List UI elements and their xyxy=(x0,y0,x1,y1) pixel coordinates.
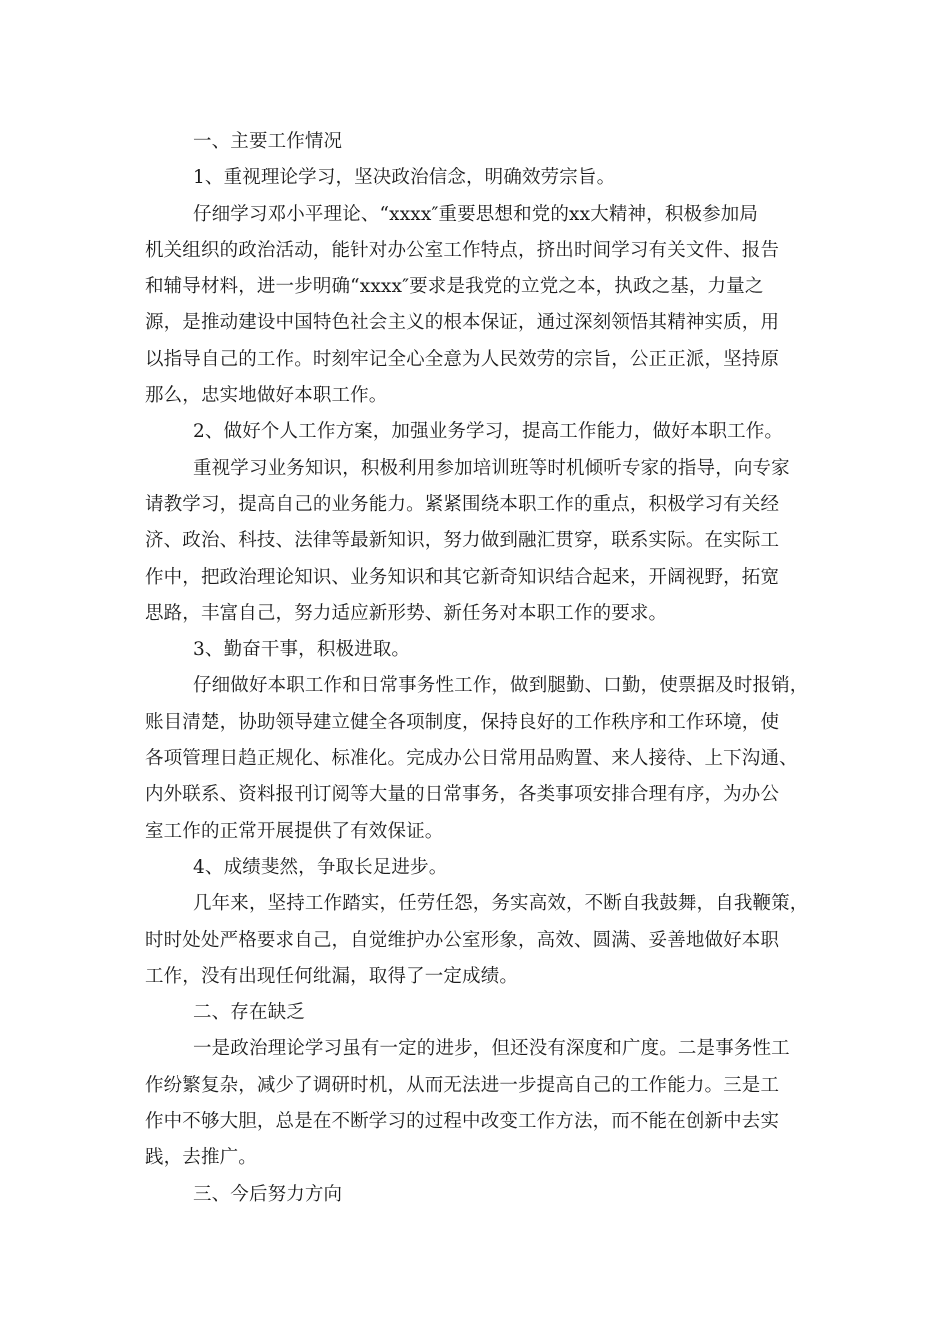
document-body xyxy=(145,124,825,1213)
text-line: 以指导自己的工作。时刻牢记全心全意为人民效劳的宗旨，公正正派，坚持原 xyxy=(145,348,780,370)
text-line: 几年来，坚持工作踏实，任劳任怨，务实高效，不断自我鼓舞，自我鞭策， xyxy=(193,893,809,915)
text-line: 源，是推动建设中国特色社会主义的根本保证，通过深刻领悟其精神实质，用 xyxy=(145,312,780,334)
text-line: 机关组织的政治活动，能针对办公室工作特点，挤出时间学习有关文件、报告 xyxy=(145,239,780,261)
body-paragraph xyxy=(145,451,825,632)
subsection-heading xyxy=(145,160,825,196)
body-paragraph xyxy=(145,668,825,849)
text-line: 一、主要工作情况 xyxy=(193,131,343,152)
text-line: 思路，丰富自己，努力适应新形势、新任务对本职工作的要求。 xyxy=(145,602,668,624)
section-heading xyxy=(145,1177,825,1213)
text-line: 重视学习业务知识，积极利用参加培训班等时机倾听专家的指导，向专家 xyxy=(193,457,790,479)
text-line: 账目清楚，协助领导建立健全各项制度，保持良好的工作秩序和工作环境，使 xyxy=(145,711,780,733)
text-line: 1、重视理论学习，坚决政治信念，明确效劳宗旨。 xyxy=(193,167,616,189)
body-paragraph xyxy=(145,1031,825,1176)
text-line: 济、政治、科技、法律等最新知识，努力做到融汇贯穿，联系实际。在实际工 xyxy=(145,530,780,552)
subsection-heading xyxy=(145,850,825,886)
text-line: 那么，忠实地做好本职工作。 xyxy=(145,385,388,407)
text-line: 2、做好个人工作方案，加强业务学习，提高工作能力，做好本职工作。 xyxy=(193,421,784,443)
text-line: 三、今后努力方向 xyxy=(193,1183,343,1205)
text-line: 仔细学习邓小平理论、“xxxx″重要思想和党的xx大精神，积极参加局 xyxy=(193,203,759,225)
body-paragraph xyxy=(145,886,825,995)
text-line: 内外联系、资料报刊订阅等大量的日常事务，各类事项安排合理有序，为办公 xyxy=(145,784,780,806)
text-line: 二、存在缺乏 xyxy=(193,1002,305,1024)
subsection-heading xyxy=(145,414,825,450)
text-line: 和辅导材料，进一步明确“xxxx″要求是我党的立党之本，执政之基，力量之 xyxy=(145,276,764,298)
text-line: 请教学习，提高自己的业务能力。紧紧围绕本职工作的重点，积极学习有关经 xyxy=(145,493,780,515)
text-line: 3、勤奋干事，积极进取。 xyxy=(193,639,411,661)
text-line: 各项管理日趋正规化、标准化。完成办公日常用品购置、来人接待、上下沟通、 xyxy=(145,748,798,770)
text-line: 作中，把政治理论知识、业务知识和其它新奇知识结合起来，开阔视野，拓宽 xyxy=(145,566,780,588)
text-line: 仔细做好本职工作和日常事务性工作，做到腿勤、口勤，使票据及时报销， xyxy=(193,675,809,697)
text-line: 时时处处严格要求自己，自觉维护办公室形象，高效、圆满、妥善地做好本职 xyxy=(145,929,780,951)
text-line: 工作，没有出现任何纰漏，取得了一定成绩。 xyxy=(145,965,519,987)
text-line: 4、成绩斐然，争取长足进步。 xyxy=(193,856,448,878)
text-line: 作纷繁复杂，减少了调研时机，从而无法进一步提高自己的工作能力。三是工 xyxy=(145,1074,780,1096)
text-line: 室工作的正常开展提供了有效保证。 xyxy=(145,820,444,842)
subsection-heading xyxy=(145,632,825,668)
section-heading xyxy=(145,995,825,1031)
text-line: 践，去推广。 xyxy=(145,1147,257,1169)
text-line: 一是政治理论学习虽有一定的进步，但还没有深度和广度。二是事务性工 xyxy=(193,1038,790,1060)
body-paragraph xyxy=(145,197,825,415)
text-line: 作中不够大胆，总是在不断学习的过程中改变工作方法，而不能在创新中去实 xyxy=(145,1111,780,1133)
section-heading xyxy=(145,124,825,160)
